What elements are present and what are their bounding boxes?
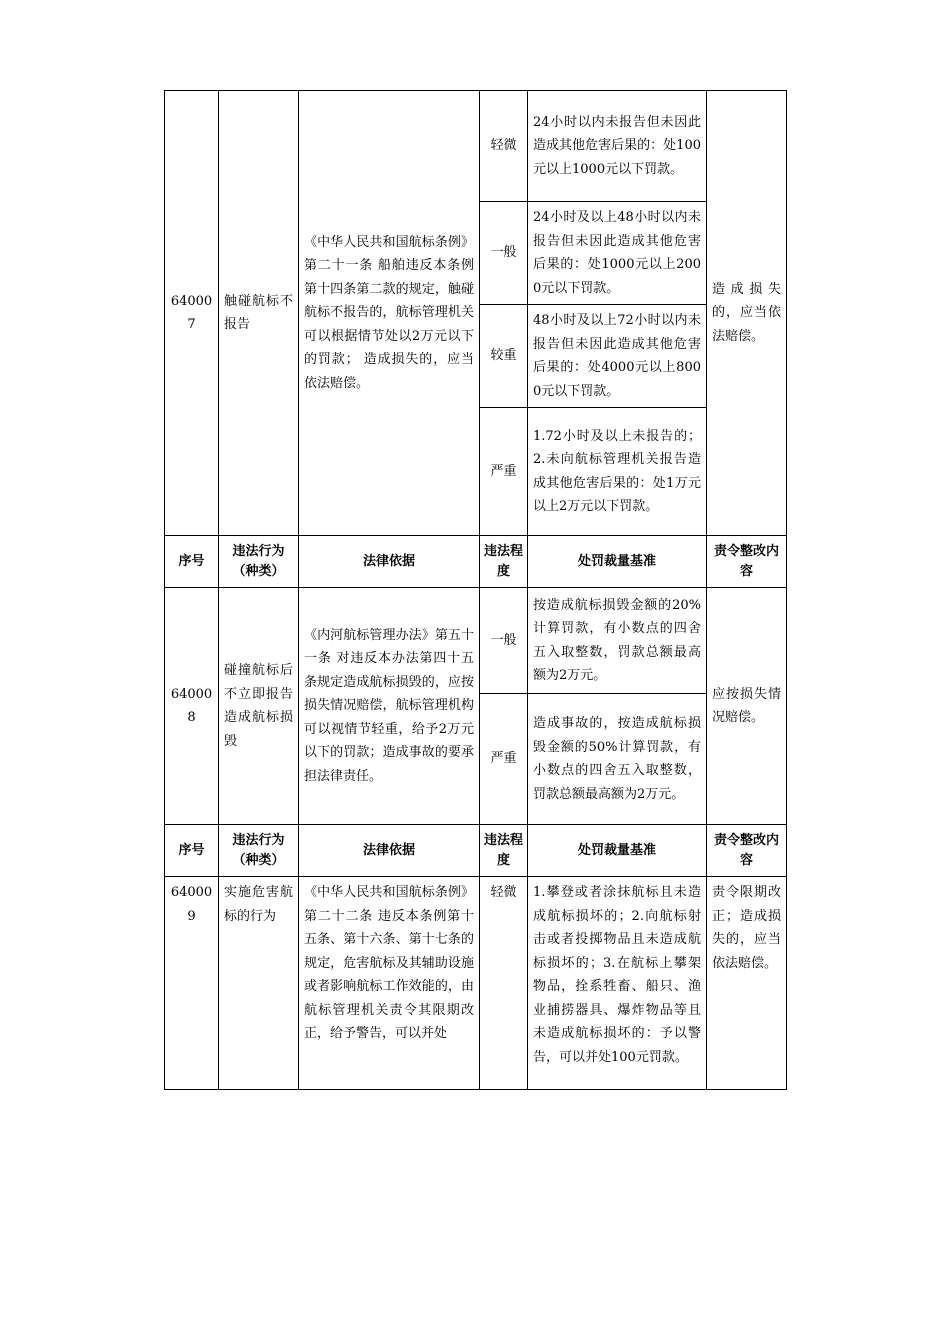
record-behavior: 碰撞航标后不立即报告造成航标损毁: [219, 588, 299, 825]
record-degree: 轻微: [480, 91, 528, 202]
record-legal-basis: 《中华人民共和国航标条例》第二十二条 违反本条例第十五条、第十六条、第十七条的规定，危害航标及其辅助设施或者影响航标工作效能的，由航标管理机关责令其限期改正，给予警告，可以并处: [299, 877, 480, 1090]
header-no: 序号: [165, 536, 219, 588]
record-standard: 按造成航标损毁金额的20%计算罚款，有小数点的四舍五入取整数，罚款总额最高额为2万元。: [528, 588, 707, 694]
header-behavior: 违法行为（种类）: [219, 825, 299, 877]
header-rectify: 责令整改内容: [707, 536, 787, 588]
record-degree: 一般: [480, 588, 528, 694]
record-standard: 1.攀登或者涂抹航标且未造成航标损坏的；2.向航标射击或者投掷物品且未造成航标损坏的；3.在航标上攀架物品，拴系牲畜、船只、渔业捕捞器具、爆炸物品等且未造成航标损坏的：予以警告，可以并处100元罚款。: [528, 877, 707, 1090]
header-degree: 违法程度: [480, 825, 528, 877]
table-header-row: [165, 536, 787, 588]
header-rectify: 责令整改内容: [707, 825, 787, 877]
record-standard: 24小时及以上48小时以内未报告但未因此造成其他危害后果的：处1000元以上2000元以下罚款。: [528, 202, 707, 305]
table-row: [165, 91, 787, 202]
record-rectify: 造成损失的，应当依法赔偿。: [707, 91, 787, 536]
header-behavior: 违法行为（种类）: [219, 536, 299, 588]
record-standard: 48小时及以上72小时以内未报告但未因此造成其他危害后果的：处4000元以上8000元以下罚款。: [528, 305, 707, 408]
record-behavior: 触碰航标不报告: [219, 91, 299, 536]
record-id: 640009: [165, 877, 219, 1090]
record-legal-basis: 《内河航标管理办法》第五十一条 对违反本办法第四十五条规定造成航标损毁的，应按损失情况赔偿，航标管理机构可以视情节轻重，给予2万元以下的罚款；造成事故的要承担法律责任。: [299, 588, 480, 825]
record-standard: 24小时以内未报告但未因此造成其他危害后果的：处100元以上1000元以下罚款。: [528, 91, 707, 202]
record-legal-basis: 《中华人民共和国航标条例》第二十一条 船舶违反本条例第十四条第二款的规定，触碰航标不报告的，航标管理机关可以根据情节处以2万元以下的罚款； 造成损失的，应当依法赔偿。: [299, 91, 480, 536]
record-rectify: 应按损失情况赔偿。: [707, 588, 787, 825]
record-standard: 1.72小时及以上未报告的；2.未向航标管理机关报告造成其他危害后果的：处1万元以上2万元以下罚款。: [528, 408, 707, 536]
header-no: 序号: [165, 825, 219, 877]
record-degree: 一般: [480, 202, 528, 305]
table-row: [165, 877, 787, 1090]
header-standard: 处罚裁量基准: [528, 825, 707, 877]
penalty-standard-table: [164, 90, 787, 1090]
record-id: 640008: [165, 588, 219, 825]
table-header-row: [165, 825, 787, 877]
header-basis: 法律依据: [299, 536, 480, 588]
record-rectify: 责令限期改正；造成损失的，应当依法赔偿。: [707, 877, 787, 1090]
header-degree: 违法程度: [480, 536, 528, 588]
header-standard: 处罚裁量基准: [528, 536, 707, 588]
record-degree: 严重: [480, 408, 528, 536]
record-standard: 造成事故的，按造成航标损毁金额的50%计算罚款，有小数点的四舍五入取整数，罚款总额最高额为2万元。: [528, 694, 707, 825]
table-row: [165, 588, 787, 694]
record-degree: 较重: [480, 305, 528, 408]
record-id: 640007: [165, 91, 219, 536]
header-basis: 法律依据: [299, 825, 480, 877]
record-degree: 轻微: [480, 877, 528, 1090]
record-degree: 严重: [480, 694, 528, 825]
record-behavior: 实施危害航标的行为: [219, 877, 299, 1090]
